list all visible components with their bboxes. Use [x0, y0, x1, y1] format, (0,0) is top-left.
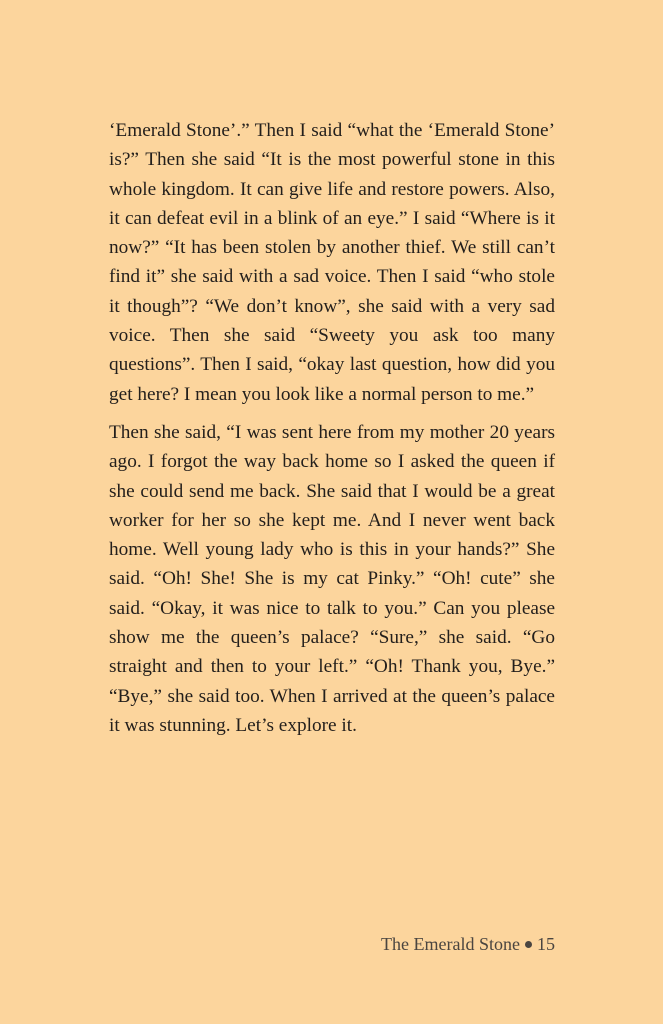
bullet-separator-icon	[525, 941, 532, 948]
page-footer	[381, 932, 555, 956]
paragraph-2: Then she said, “I was sent here from my mother 20 years ago. I forgot the way back home so I asked the queen if she could send me back. She said that I would be a great worker for her so she kept me. And I never went back home. Well young lady who is this in your hands?” She said. “Oh! She! She is my cat Pinky.” “Oh! cute” she said. “Okay, it was nice to talk to you.” Can you please show me the queen’s palace? “Sure,” she said. “Go straight and then to your left.” “Oh! Thank you, Bye.” “Bye,” she said too. When I arrived at the queen’s palace it was stunning. Let’s explore it.	[109, 421, 555, 736]
footer-book-title: The Emerald Stone	[381, 934, 520, 954]
page-number: 15	[537, 934, 555, 954]
page-body	[109, 116, 555, 749]
paragraph-1: ‘Emerald Stone’.” Then I said “what the ‘Emerald Stone’ is?” Then she said “It is the most powerful stone in this whole kingdom. It can give life and restore powers. Also, it can defeat evil in a blink of an eye.” I said “Where is it now?” “It has been stolen by another thief. We still can’t find it” she said with a sad voice. Then I said “who stole it though”? “We don’t know”, she said with a very sad voice. Then she said “Sweety you ask too many questions”. Then I said, “okay last question, how did you get here? I mean you look like a normal person to me.”	[109, 120, 555, 405]
